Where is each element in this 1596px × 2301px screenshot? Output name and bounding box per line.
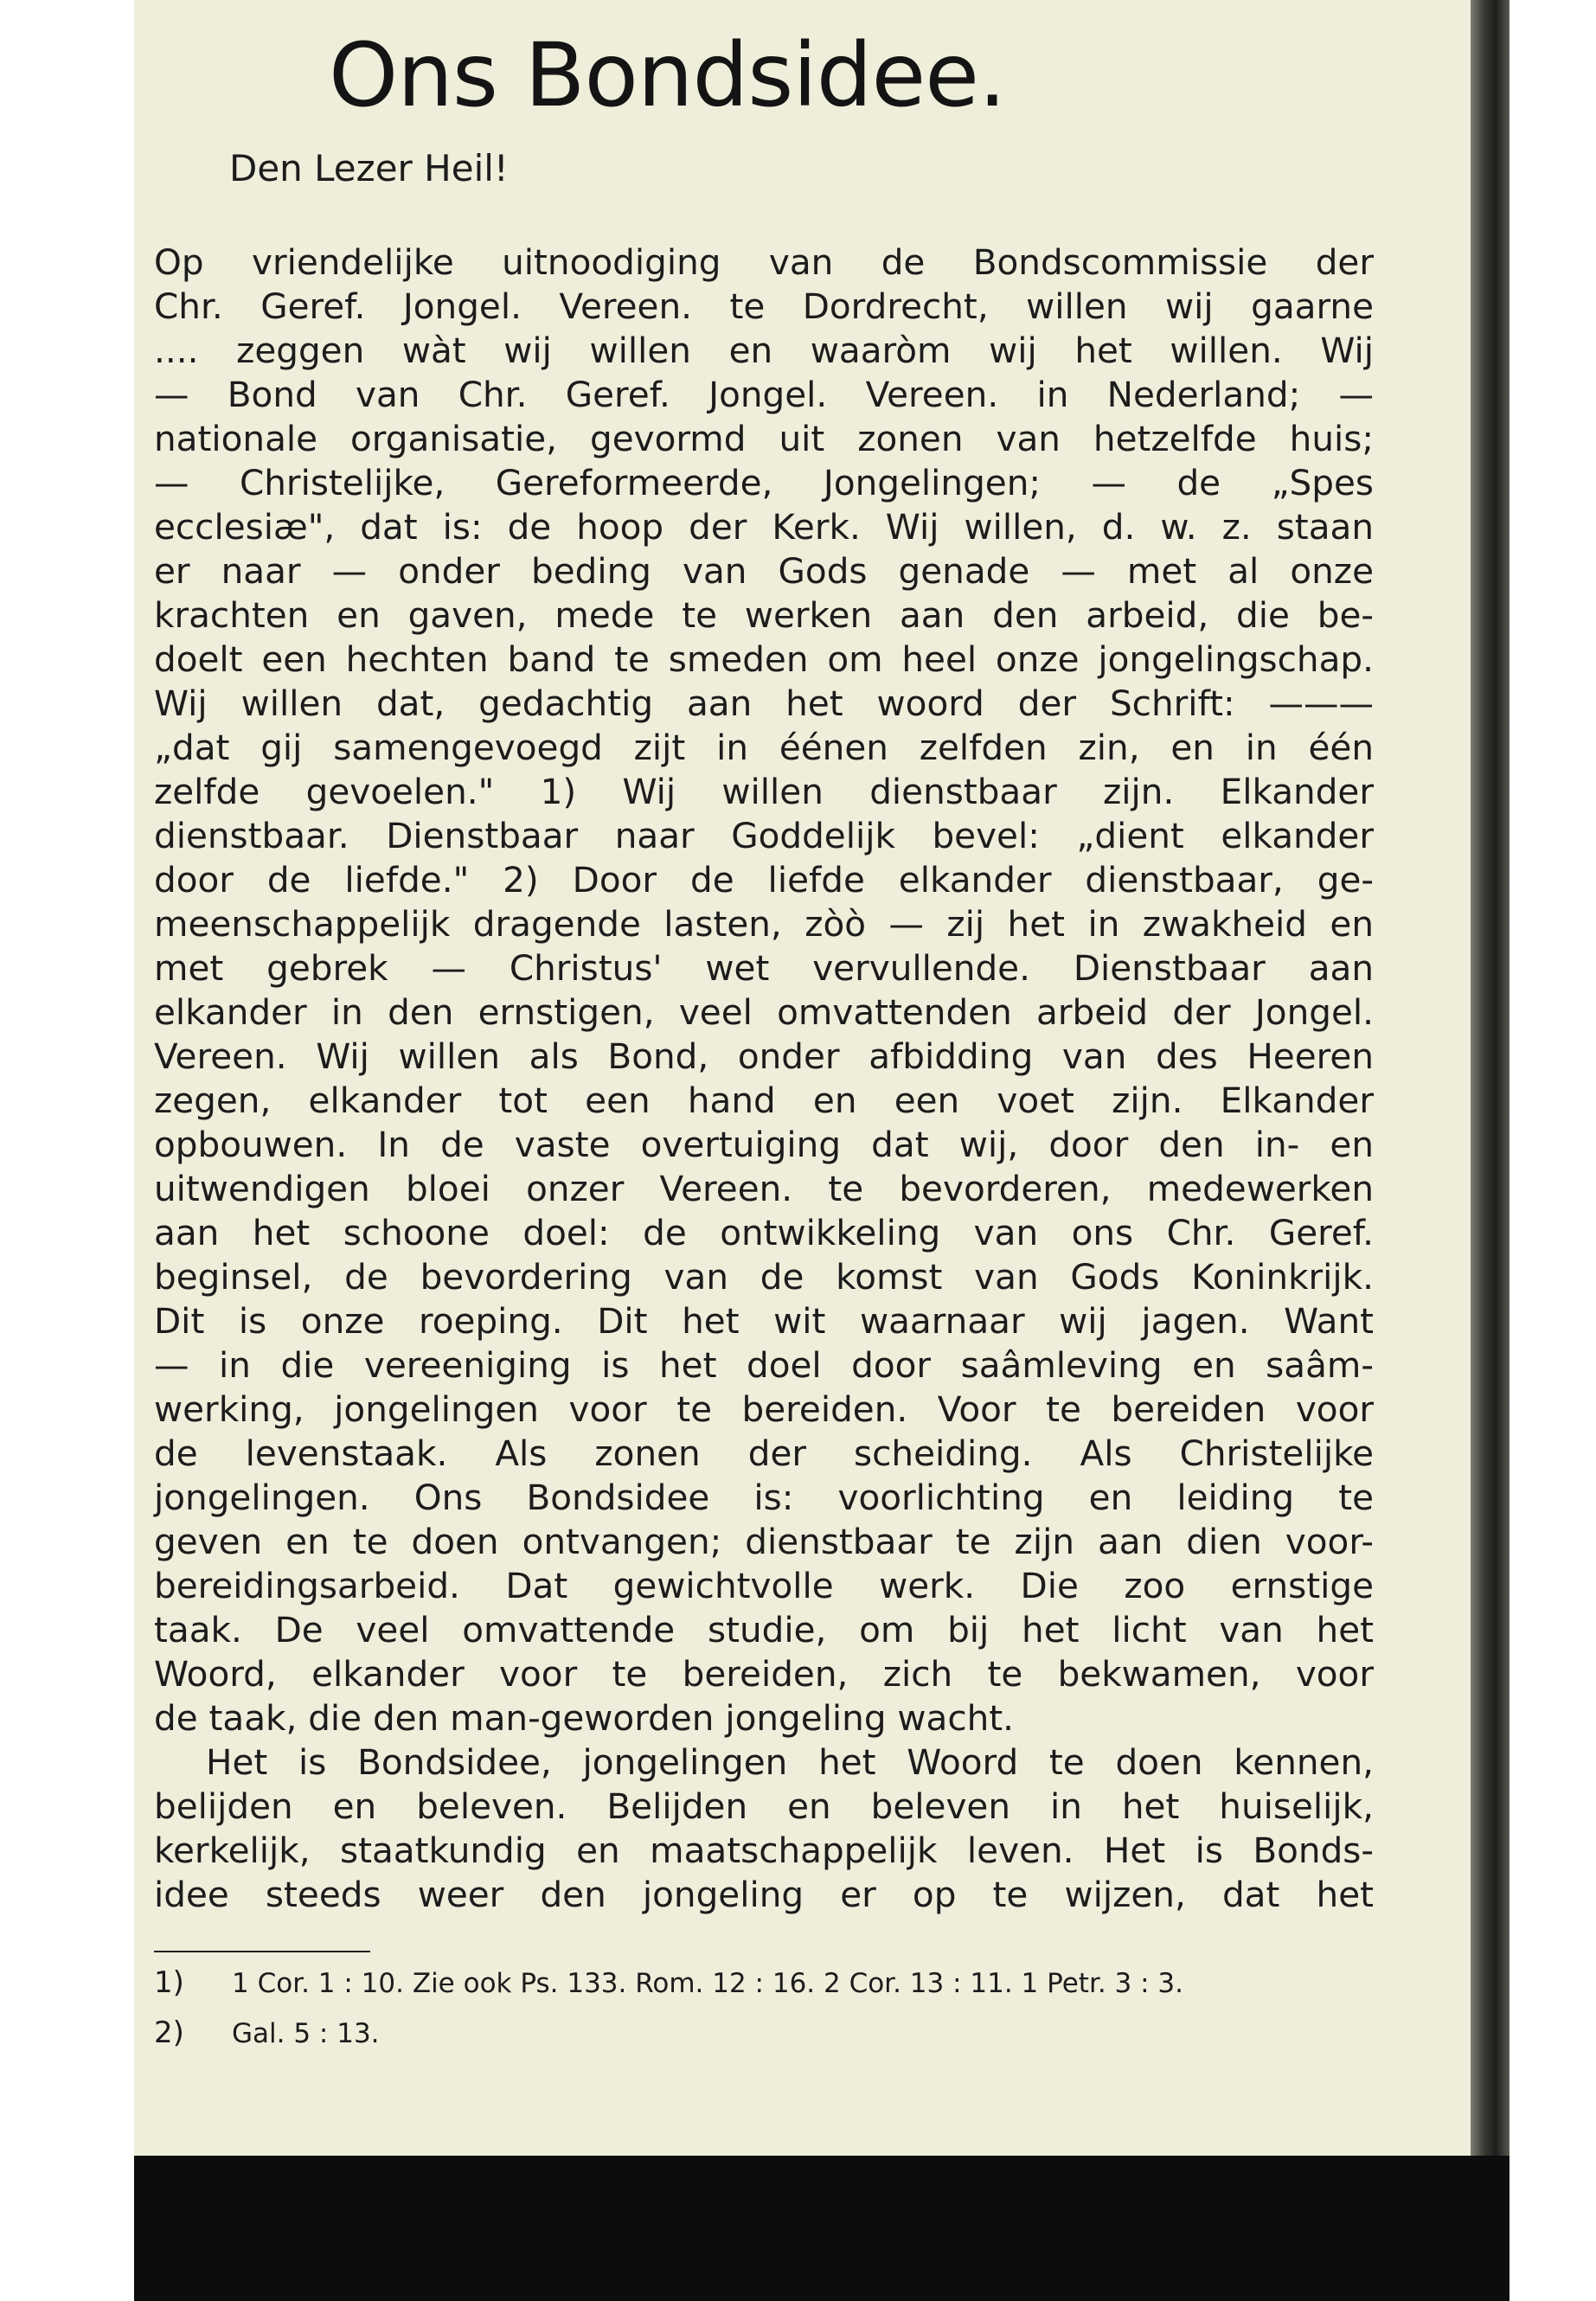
- text-line: taak. De veel omvattende studie, om bij het licht van het: [154, 1609, 1374, 1650]
- text-line: doelt een hechten band te smeden om heel onze jongelingschap.: [154, 638, 1374, 680]
- text-line: de levenstaak. Als zonen der scheiding. Als Christelijke: [154, 1433, 1374, 1474]
- text-line: bereidingsarbeid. Dat gewichtvolle werk. Die zoo ernstige: [154, 1565, 1374, 1606]
- text-line: geven en te doen ontvangen; dienstbaar te zijn aan dien voor-: [154, 1521, 1374, 1562]
- footnote-mark: 2): [154, 2016, 184, 2050]
- text-line: krachten en gaven, mede te werken aan den arbeid, die be-: [154, 594, 1374, 636]
- text-line: Het is Bondsidee, jongelingen het Woord te doen kennen,: [206, 1741, 1374, 1783]
- text-line: opbouwen. In de vaste overtuiging dat wij, door den in- en: [154, 1124, 1374, 1165]
- text-line: Op vriendelijke uitnoodiging van de Bondscommissie der: [154, 241, 1374, 283]
- footnote-divider: [154, 1951, 370, 1952]
- text-line: nationale organisatie, gevormd uit zonen van hetzelfde huis;: [154, 418, 1374, 459]
- footnote-text: 1 Cor. 1 : 10. Zie ook Ps. 133. Rom. 12 : 16. 2 Cor. 13 : 11. 1 Petr. 3 : 3.: [232, 1968, 1184, 1999]
- text-line: door de liefde." 2) Door de liefde elkander dienstbaar, ge-: [154, 859, 1374, 901]
- text-line: Wij willen dat, gedachtig aan het woord der Schrift: ———: [154, 683, 1374, 724]
- text-line: jongelingen. Ons Bondsidee is: voorlichting en leiding te: [154, 1477, 1374, 1518]
- text-line: Dit is onze roeping. Dit het wit waarnaar wij jagen. Want: [154, 1300, 1374, 1342]
- text-line: kerkelijk, staatkundig en maatschappelijk leven. Het is Bonds-: [154, 1830, 1374, 1871]
- text-line: zelfde gevoelen." 1) Wij willen dienstbaar zijn. Elkander: [154, 771, 1374, 812]
- text-line: belijden en beleven. Belijden en beleven in het huiselijk,: [154, 1785, 1374, 1827]
- text-line: elkander in den ernstigen, veel omvattenden arbeid der Jongel.: [154, 991, 1374, 1033]
- text-line: beginsel, de bevordering van de komst van Gods Koninkrijk.: [154, 1256, 1374, 1298]
- text-line: dienstbaar. Dienstbaar naar Goddelijk bevel: „dient elkander: [154, 815, 1374, 856]
- text-line: idee steeds weer den jongeling er op te wijzen, dat het: [154, 1874, 1374, 1915]
- text-line: — Christelijke, Gereformeerde, Jongelingen; — de „Spes: [154, 462, 1374, 503]
- text-line: Chr. Geref. Jongel. Vereen. te Dordrecht, willen wij gaarne: [154, 285, 1374, 327]
- text-line: ecclesiæ", dat is: de hoop der Kerk. Wij willen, d. w. z. staan: [154, 506, 1374, 548]
- text-line: .... zeggen wàt wij willen en waaròm wij het willen. Wij: [154, 330, 1374, 371]
- text-line: — Bond van Chr. Geref. Jongel. Vereen. in Nederland; —: [154, 374, 1374, 415]
- book-spine-shadow: [1471, 0, 1509, 2301]
- text-line: „dat gij samengevoegd zijt in éénen zelfden zin, en in één: [154, 727, 1374, 768]
- footnote-2: [154, 2016, 380, 2050]
- footnote-1: [154, 1965, 1183, 2000]
- scan-bottom-band: [134, 2156, 1509, 2301]
- footnote-mark: 1): [154, 1965, 184, 2000]
- text-line: uitwendigen bloei onzer Vereen. te bevorderen, medewerken: [154, 1168, 1374, 1209]
- text-line: de taak, die den man-geworden jongeling wacht.: [154, 1697, 1015, 1739]
- greeting-line: Den Lezer Heil!: [229, 147, 509, 189]
- page-title: Ons Bondsidee.: [329, 24, 1006, 127]
- text-line: werking, jongelingen voor te bereiden. Voor te bereiden voor: [154, 1388, 1374, 1430]
- text-line: Vereen. Wij willen als Bond, onder afbidding van des Heeren: [154, 1035, 1374, 1077]
- article-body: [154, 240, 1374, 1917]
- text-line: zegen, elkander tot een hand en een voet zijn. Elkander: [154, 1080, 1374, 1121]
- text-line: aan het schoone doel: de ontwikkeling van ons Chr. Geref.: [154, 1212, 1374, 1253]
- text-line: meenschappelijk dragende lasten, zòò — zij het in zwakheid en: [154, 903, 1374, 945]
- text-line: Woord, elkander voor te bereiden, zich te bekwamen, voor: [154, 1653, 1374, 1695]
- footnote-text: Gal. 5 : 13.: [232, 2018, 380, 2049]
- text-line: met gebrek — Christus' wet vervullende. Dienstbaar aan: [154, 947, 1374, 989]
- text-line: er naar — onder beding van Gods genade — met al onze: [154, 550, 1374, 592]
- text-line: — in die vereeniging is het doel door saâmleving en saâm-: [154, 1344, 1374, 1386]
